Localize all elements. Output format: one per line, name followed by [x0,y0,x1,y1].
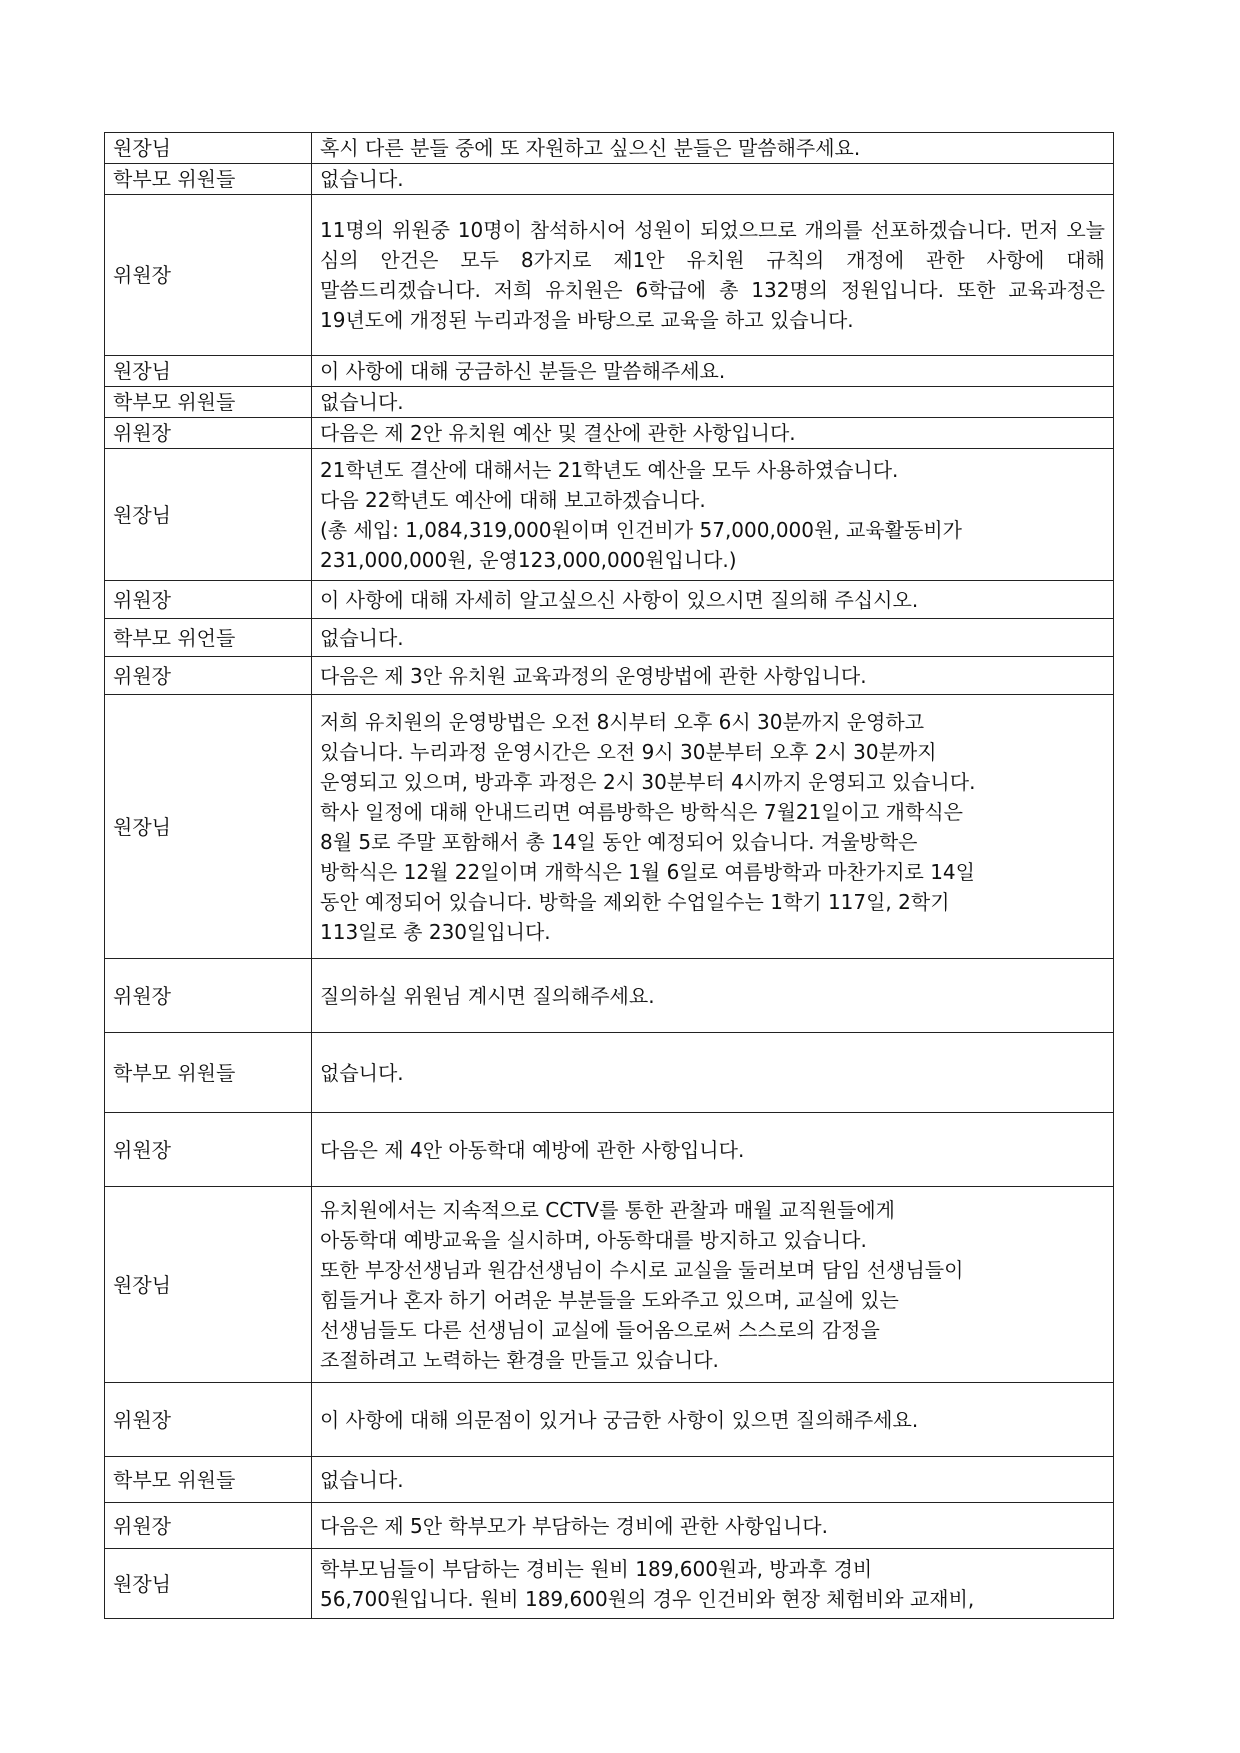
content-line: 다음 22학년도 예산에 대해 보고하겠습니다. [320,487,706,512]
speaker-cell: 원장님 [105,133,312,164]
content-cell [312,695,1114,959]
speaker-cell: 원장님 [105,449,312,581]
content-line: 56,700원입니다. 원비 189,600원의 경우 인건비와 현장 체험비와 교재비, [320,1586,975,1611]
content-line: 동안 예정되어 있습니다. 방학을 제외한 수업일수는 1학기 117일, 2학기 [320,889,950,914]
speaker-cell: 학부모 위원들 [105,387,312,418]
content-line: 질의하실 위원님 계시면 질의해주세요. [320,983,655,1008]
content-line: 저희 유치원의 운영방법은 오전 8시부터 오후 6시 30분까지 운영하고 [320,709,925,734]
content-cell [312,164,1114,195]
table-row [105,1187,1114,1383]
table-row [105,133,1114,164]
content-line: 이 사항에 대해 자세히 알고싶으신 사항이 있으시면 질의해 주십시오. [320,587,919,612]
table-row [105,449,1114,581]
content-cell [312,133,1114,164]
speaker-cell: 원장님 [105,1187,312,1383]
content-cell [312,1383,1114,1457]
content-paragraph: 11명의 위원중 10명이 참석하시어 성원이 되었으므로 개의를 선포하겠습니다. 먼저 오늘 심의 안건은 모두 8가지로 제1안 유치원 규칙의 개정에 관한 사항에 대해 말씀드리겠습니다. 저희 유치원은 6학급에 총 132명의 정원입니다. 또한 교육과정은 19년도에 개정된 누리과정을 바탕으로 교육을 하고 있습니다. [320,218,1105,332]
table-row [105,959,1114,1033]
content-line: 없습니다. [320,625,404,650]
table-row [105,418,1114,449]
content-line: (총 세입: 1,084,319,000원이며 인건비가 57,000,000원, 교육활동비가 [320,517,962,542]
speaker-cell: 학부모 위원들 [105,1033,312,1113]
content-line: 아동학대 예방교육을 실시하며, 아동학대를 방지하고 있습니다. [320,1227,867,1252]
content-line: 학부모님들이 부담하는 경비는 원비 189,600원과, 방과후 경비 [320,1556,873,1581]
content-line: 없습니다. [320,1060,404,1085]
meeting-minutes-table [104,132,1114,1619]
content-line: 다음은 제 3안 유치원 교육과정의 운영방법에 관한 사항입니다. [320,663,867,688]
content-line: 113일로 총 230일입니다. [320,919,551,944]
table-row [105,657,1114,695]
speaker-cell: 위원장 [105,657,312,695]
content-cell [312,959,1114,1033]
speaker-cell: 위원장 [105,959,312,1033]
content-line: 학사 일정에 대해 안내드리면 여름방학은 방학식은 7월21일이고 개학식은 [320,799,963,824]
speaker-cell: 위원장 [105,418,312,449]
speaker-cell: 위원장 [105,1503,312,1549]
content-cell [312,1033,1114,1113]
table-row [105,619,1114,657]
content-line: 혹시 다른 분들 중에 또 자원하고 싶으신 분들은 말씀해주세요. [320,136,861,160]
content-line: 없습니다. [320,390,404,414]
content-cell [312,195,1114,356]
content-line: 운영되고 있으며, 방과후 과정은 2시 30분부터 4시까지 운영되고 있습니다. [320,769,976,794]
content-cell [312,418,1114,449]
content-line: 21학년도 결산에 대해서는 21학년도 예산을 모두 사용하였습니다. [320,457,899,482]
content-line: 다음은 제 5안 학부모가 부담하는 경비에 관한 사항입니다. [320,1513,828,1538]
table-row [105,1549,1114,1619]
speaker-cell: 학부모 위원들 [105,164,312,195]
content-cell [312,356,1114,387]
content-line: 힘들거나 혼자 하기 어려운 부분들을 도와주고 있으며, 교실에 있는 [320,1287,899,1312]
content-cell [312,619,1114,657]
speaker-cell: 위원장 [105,1383,312,1457]
content-cell [312,387,1114,418]
content-cell [312,1549,1114,1619]
speaker-cell: 위원장 [105,581,312,619]
content-line: 이 사항에 대해 궁금하신 분들은 말씀해주세요. [320,359,726,383]
content-line: 231,000,000원, 운영123,000,000원입니다.) [320,547,737,572]
content-line: 다음은 제 2안 유치원 예산 및 결산에 관한 사항입니다. [320,421,796,445]
content-cell [312,1113,1114,1187]
content-cell [312,1457,1114,1503]
table-row [105,356,1114,387]
table-row [105,1457,1114,1503]
content-line: 조절하려고 노력하는 환경을 만들고 있습니다. [320,1347,719,1372]
content-line: 다음은 제 4안 아동학대 예방에 관한 사항입니다. [320,1137,745,1162]
content-line: 8월 5로 주말 포함해서 총 14일 동안 예정되어 있습니다. 겨울방학은 [320,829,918,854]
table-row [105,164,1114,195]
speaker-cell: 학부모 위원들 [105,1457,312,1503]
speaker-cell: 학부모 위언들 [105,619,312,657]
speaker-cell: 원장님 [105,356,312,387]
content-line: 없습니다. [320,167,404,191]
speaker-cell: 원장님 [105,1549,312,1619]
table-row [105,387,1114,418]
speaker-cell: 위원장 [105,1113,312,1187]
content-cell [312,449,1114,581]
content-cell [312,1503,1114,1549]
content-line: 유치원에서는 지속적으로 CCTV를 통한 관찰과 매월 교직원들에게 [320,1197,895,1222]
table-row [105,695,1114,959]
content-cell [312,581,1114,619]
table-row [105,1383,1114,1457]
speaker-cell: 위원장 [105,195,312,356]
content-line: 방학식은 12월 22일이며 개학식은 1월 6일로 여름방학과 마찬가지로 14일 [320,859,975,884]
speaker-cell: 원장님 [105,695,312,959]
content-line: 이 사항에 대해 의문점이 있거나 궁금한 사항이 있으면 질의해주세요. [320,1407,919,1432]
table-row [105,195,1114,356]
content-line: 있습니다. 누리과정 운영시간은 오전 9시 30분부터 오후 2시 30분까지 [320,739,937,764]
table-row [105,581,1114,619]
table-row [105,1503,1114,1549]
content-line: 또한 부장선생님과 원감선생님이 수시로 교실을 둘러보며 담임 선생님들이 [320,1257,964,1282]
content-line: 없습니다. [320,1467,404,1492]
content-cell [312,657,1114,695]
table-row [105,1033,1114,1113]
content-cell [312,1187,1114,1383]
content-line: 선생님들도 다른 선생님이 교실에 들어옴으로써 스스로의 감정을 [320,1317,880,1342]
table-row [105,1113,1114,1187]
